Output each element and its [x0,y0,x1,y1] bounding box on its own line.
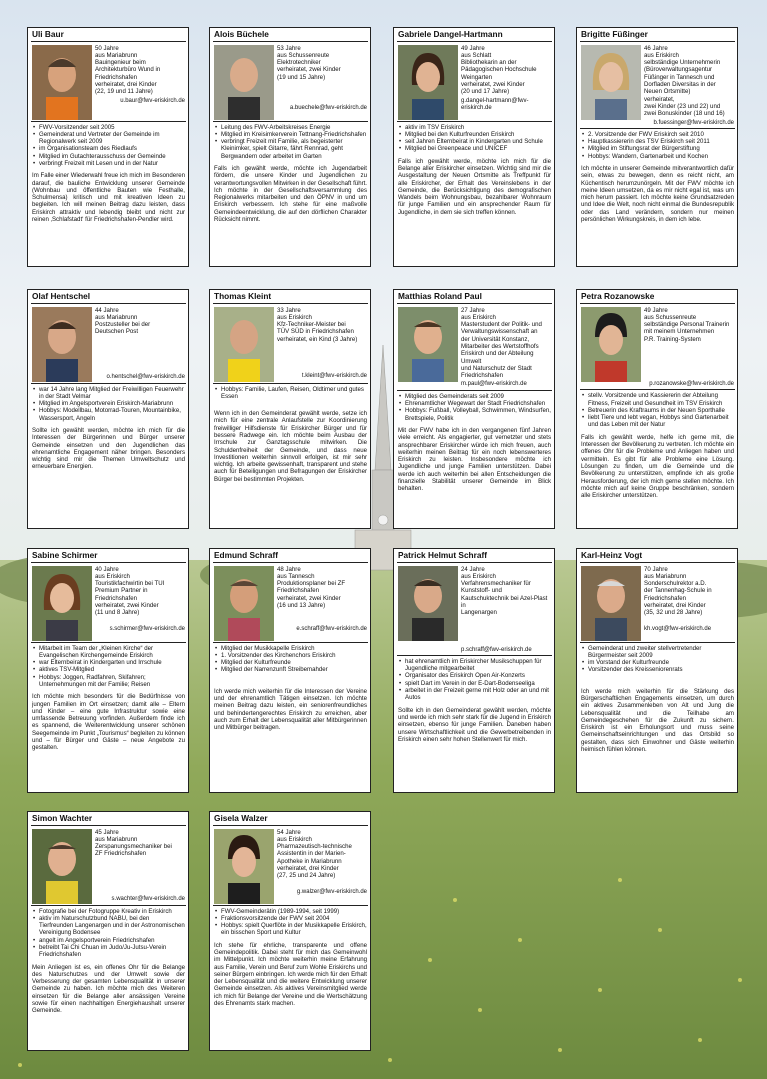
info-line: Verwaltungswissenschaft an [461,328,538,336]
bullet-item: • Hobbys: Joggen, Radfahren, Skifahren; Unternehmungen mit der Familie; Reisen [39,674,185,689]
bullet-item: • Mitglied im Stiftungsrat der Bürgerstiftung [588,145,734,152]
candidate-name: Edmund Schraff [213,551,368,563]
info-line: verheiratet, drei Kinder [644,601,706,609]
email-link[interactable]: s.wachter@fwv-eriskirch.de [111,895,185,902]
email-link[interactable]: p.schraff@fwv-eriskirch.de [461,646,532,653]
info-line: Deutschen Post [95,328,139,336]
info-line: Friedrichshafen [277,587,319,595]
email-link[interactable]: p.rozanowske@fwv-eriskirch.de [649,380,734,387]
bullet-item: • Hobbys: Familie, Laufen, Reisen, Oldtimer und gutes Essen [221,386,367,401]
info-line: Architekturbüro Wund in [95,66,161,74]
info-line: aus Schussenreute [277,51,330,59]
bullet-list [398,393,551,422]
info-line: Dorfladen Diversitas in der [644,80,716,88]
bullet-list [398,658,551,702]
info-line: verheiratet, [644,95,675,103]
info-line: 24 Jahre [461,565,485,573]
info-line: aus Schussenreute [644,313,697,321]
bullet-item: • Mitglied im Angelsportverein Eriskirch-Mariabrunn [39,400,185,407]
bullet-item: • Mitarbeit im Team der „Kleinen Kirche“ der Evangelischen Kirchengemeinde Eriskirch [39,645,185,660]
info-line: aus Mariabrunn [95,835,138,843]
info-line: Assistentin in der Marien- [277,850,346,858]
statement-text: Im Falle einer Wiederwahl freue ich mich im Besonderen darauf, die bauliche Entwicklung unserer Gemeinde (Wohnbau und öffentliche Bauten wie Festhalle, Schulmensa) kritisch und mit kreativen Ideen zu begleiten. Ich will meinen Beitrag dazu leisten, dass Eriskirch attraktiv und lebendig bleibt und nicht zur reinen ‚Schlafstadt‘ für Friedrichshafen-Pendler wird. [32,172,185,224]
candidate-photo [398,566,458,641]
candidate-photo [581,45,641,120]
bullet-list [214,124,367,160]
candidate-photo [214,566,274,641]
candidate-card [393,289,555,529]
statement-text: Sollte ich in den Gemeinderat gewählt werden, möchte und werde ich mich sehr stark für die Jugend in Eriskirch einsetzen, ebenso für junge Familien. Daneben haben unsere Wirtschaftlichkeit und die Gewerbetreibenden in Eriskirch einen sehr hohen Stellenwert für mich. [398,706,551,743]
candidate-card [576,27,738,267]
email-link[interactable]: u.baur@fwv-eriskirch.de [120,97,185,104]
info-line: Touristikfachwirtin bei TUI [95,580,165,588]
bullet-item: • hat ehrenamtlich im Eriskircher Musikschuppen für Jugendliche mitgearbeitet [405,658,551,673]
info-line: verheiratet, zwei Kinder [277,594,341,602]
candidate-card [27,548,189,793]
info-line: 45 Jahre [95,828,119,836]
info-line: Verfahrensmechaniker für [461,580,531,588]
info-line: 70 Jahre [644,565,668,573]
bullet-item: • Fotografie bei der Fotogruppe Kreativ in Eriskirch [39,908,185,915]
bullet-list [581,131,734,160]
candidate-name: Uli Baur [31,30,186,42]
candidate-card [393,27,555,267]
info-line: (19 und 15 Jahre) [277,73,326,81]
info-line: Weingarten [461,73,493,81]
email-link[interactable]: m.paul@fwv-eriskirch.de [461,381,527,388]
candidate-name: Gisela Walzer [213,814,368,826]
info-line: Friedrichshafen [95,73,137,81]
bullet-item: • Hobbys: spielt Querflöte in der Musikkapelle Eriskirch, ein bisschen Sport und Kultur [221,922,367,937]
candidate-photo [398,307,458,382]
info-line: (16 und 13 Jahre) [277,601,326,609]
info-line: verheiratet, drei Kinder [95,80,157,88]
candidate-info [277,45,367,120]
info-line: aus Mariabrunn [95,313,138,321]
candidate-photo [581,307,641,382]
candidate-photo [214,45,274,120]
info-line: 48 Jahre [277,565,301,573]
info-line: verheiratet, zwei Kinder [461,80,525,88]
email-link[interactable]: a.buechele@fwv-eriskirch.de [289,104,367,111]
info-line: aus Eriskirch [461,572,496,580]
bullet-item: • stellv. Vorsitzende und Kassiererin der Abteilung Fitness, Freizeit und Gesundheit im TSV Eriskirch [588,392,734,407]
candidate-card [576,289,738,529]
bullet-list [32,386,185,422]
candidate-info [644,45,734,120]
bullet-item: • Mitglied des Gemeinderats seit 2009 [405,393,551,400]
bullet-item: • Fraktionsvorsitzende der FWV seit 2004 [221,915,367,922]
candidate-photo [214,829,274,904]
bullet-list [214,386,367,401]
info-line: aus Eriskirch [644,51,679,59]
bullet-item: • Mitglied der Musikkapelle Eriskirch [221,645,367,652]
candidate-info [277,307,367,382]
candidate-name: Olaf Hentschel [31,292,186,304]
info-line: 27 Jahre [461,306,485,314]
info-line: (27, 25 und 24 Jahre) [277,872,336,880]
bullet-item: • Vorsitzender des Kreisseniorenrats [588,666,734,673]
candidate-card [27,289,189,529]
bullet-item: • Ehrenamtlicher Wegewart der Stadt Friedrichshafen [405,400,551,407]
info-line: TÜV SÜD in Friedrichshafen [277,328,354,336]
bullet-item: • 1. Vorsitzender des Kirchenchors Eriskirch [221,652,367,659]
info-line: 49 Jahre [644,306,668,314]
statement-text: Sollte ich gewählt werden, möchte ich mich für die Interessen der Bürgerinnen und Bürger unserer Gemeinde einsetzen und den Jugendlichen das ehrenamtliche Engagement näher bringen. Besonders wichtig sind mir die Themen Umweltschutz und erneuerbare Energien. [32,426,185,471]
info-line: 49 Jahre [461,44,485,52]
info-line: und Naturschutz der Stadt [461,364,532,372]
candidate-photo [32,829,92,904]
bullet-item: • im Organisationsteam des Riedlaufs [39,145,185,152]
candidate-name: Sabine Schirmer [31,551,186,563]
bullet-item: • 2. Vorsitzende der FWV Eriskirch seit 2010 [588,131,734,138]
info-line: Neuen Ortsmitte) [644,88,691,96]
email-link[interactable]: b.fuessinger@fwv-eriskirch.de [653,119,734,126]
info-line: Produktionsplaner bei ZF [277,580,346,588]
candidate-info [277,829,367,904]
info-line: Kunststoff- und Kautschuktechnik bei Azel-Plast in [461,587,548,609]
bullet-item: • Hauptkassiererin des TSV Eriskirch seit 2011 [588,138,734,145]
info-line: 50 Jahre [95,44,119,52]
bullet-item: • Organisator des Eriskirch Open Air-Konzerts [405,672,551,679]
bullet-item: • aktives TSV-Mitglied [39,666,185,673]
bullet-item: • betreibt Tai Chi Chuan im Judo/Ju-Jutsu-Verein Friedrichshafen [39,944,185,959]
bullet-item: • FWV-Gemeinderätin (1989-1994, seit 1999) [221,908,367,915]
info-line: Elektrotechniker [277,59,321,67]
candidate-photo [398,45,458,120]
bullet-item: • spielt Dart im Verein in der E-Dart-Bodenseeliga [405,680,551,687]
email-link[interactable]: kh.vogt@fwv-eriskirch.de [644,625,712,632]
statement-text: Falls ich gewählt werde, möchte ich mich für die Belange aller Eriskircher einsetzen. Wichtig sind mir die Ausgestaltung der Neuen Ortsmitte als Treffpunkt für alle Eriskircher, der Erhalt des Vereinslebens in der Gemeinde, die Berücksichtigung des demografischen Wandels beim Wohnungsbau, bezahlbarer Wohnraum für junge Familien und ein ansprechender Raum für Jugendliche, in dem sie sich treffen können. [398,157,551,216]
info-line: (Büroverwaltungsagentur [644,66,713,74]
bullet-item: • Mitglied bei den Kulturfreunden Eriskirch [405,131,551,138]
bullet-item: • war 14 Jahre lang Mitglied der Freiwilligen Feuerwehr in der Stadt Velmar [39,386,185,401]
info-line: Postzusteller bei der [95,321,151,329]
bullet-item: • Hobbys: Wandern, Gartenarbeit und Kochen [588,153,734,160]
email-link[interactable]: e.schraff@fwv-eriskirch.de [296,626,367,633]
info-line: Pädagogischen Hochschule [461,66,537,74]
info-line: (11 und 8 Jahre) [95,609,140,617]
info-line: Bibliothekarin an der [461,59,517,67]
email-link[interactable]: o.hentschel@fwv-eriskirch.de [106,373,185,380]
info-line: Langenargen [461,609,497,617]
info-line: 46 Jahre [644,44,668,52]
info-line: verheiratet, ein Kind (3 Jahre) [277,335,358,343]
candidate-name: Alois Büchele [213,30,368,42]
info-line: aus Eriskirch [461,313,496,321]
candidate-name: Petra Rozanowske [580,292,735,304]
info-line: verheiratet, zwei Kinder [95,601,159,609]
info-line: Füßinger in Tannesch und [644,73,715,81]
info-line: der Tannenhag-Schule in [644,587,712,595]
bullet-item: • aktiv im TSV Eriskirch [405,124,551,131]
bullet-item: • FWV-Vorsitzender seit 2005 [39,124,185,131]
info-line: Pharmazeutisch-technische [277,843,352,851]
candidate-info [644,307,734,389]
bullet-item: • verbringt Freizeit mit Familie, als begeisterter Kleinimker, spielt Gitarre, fährt Rennrad, geht Bergwandern oder arbeitet im Garten [221,138,367,160]
bullet-list [581,645,734,674]
info-line: aus Tannesch [277,572,315,580]
candidate-info [461,45,551,120]
bullet-list [398,124,551,153]
candidate-info [95,45,185,120]
candidate-info [95,566,185,641]
statement-text: Ich werde mich weiterhin für die Stärkung des Bürgerschaftlichen Engagements einsetzen, um durch ein aktives Zusammenleben von Alt und Jung die Lebensqualität und die Teilhabe am Gemeindegeschehen für die Zukunft zu sichern. Eriskirch ist ein Erholungsort und muss seine Gemeinschaftseinrichtungen und das Ortsbild so gestalten, dass sich Einwohner und Gäste weiterhin heimisch fühlen können. [581,687,734,754]
bullet-item: • Hobbys: Modellbau, Motorrad-Touren, Mountainbike, Wassersport, Angeln [39,407,185,422]
bullet-list [32,645,185,689]
bullet-item: • Gemeinderat und Vertreter der Gemeinde im Regionalwerk seit 2009 [39,131,185,146]
candidate-photo [581,566,641,641]
candidate-info [277,566,367,641]
bullet-item: • war Elternbeirat in Kindergarten und Irrschule [39,659,185,666]
info-line: ZF Friedrichshafen [95,850,147,858]
statement-text: Ich möchte mich besonders für die Bedürfnisse von jungen Familien im Ort einsetzen; damit alle – Eltern und Kinder – eine gute Infrastruktur sowie eine umfassende Betreuung vorfinden. Außerdem finde ich es spannend, die Weiterentwicklung unserer schönen Seegemeinde im Punkt „Tourismus“ begleiten zu können und – für Bürger und Gäste – neue Angebote zu gestalten. [32,693,185,752]
info-line: aus Eriskirch [277,313,312,321]
info-line: Sonderschulrektor a.D. [644,580,707,588]
bullet-item: • liebt Tiere und lebt vegan, Hobbys sind Gartenarbeit und das Leben mit der Natur [588,414,734,429]
bullet-list [32,124,185,168]
info-line: Masterstudent der Politik- und [461,321,542,329]
info-line: selbständige Unternehmerin [644,59,721,67]
candidate-photo [214,307,274,382]
statement-text: Ich stehe für ehrliche, transparente und offene Gemeindepolitik. Dabei steht für mich das Gemeinwohl im Mittelpunkt. Ich möchte weiterhin meine Erfahrung aus Familie, Verein und Beruf zum Wohle Eriskirchs und seiner Bürgern einbringen. Ich werde mich für den Erhalt der Lebensqualität und die weitere Entwicklung unserer Gemeinde einsetzen. Als aktives Vereinsmitglied werde ich mich für Belange der Vereine und die Wertschätzung des Ehrenamts stark machen. [214,941,367,1008]
candidate-card [27,27,189,267]
candidate-card [209,811,371,1051]
candidate-name: Simon Wachter [31,814,186,826]
info-line: aus Mariabrunn [95,51,138,59]
info-line: zwei Bonuskinder (18 und 16) [644,110,725,118]
candidate-card [209,289,371,529]
candidate-card [393,548,555,793]
candidate-card [576,548,738,793]
info-line: aus Eriskirch [277,835,312,843]
info-line: 54 Jahre [277,828,301,836]
bullet-list [581,392,734,428]
info-line: 44 Jahre [95,306,119,314]
candidate-name: Gabriele Dangel-Hartmann [397,30,552,42]
bullet-item: • Betreuerin des Kraftraums in der Neuen Sporthalle [588,407,734,414]
bullet-list [214,908,367,937]
info-line: verheiratet, zwei Kinder [277,66,341,74]
candidate-info [461,307,551,389]
info-line: zwei Kinder (23 und 22) und [644,102,721,110]
bullet-item: • Mitglied im Kreisimkerverein Tettnang-Friedrichshafen [221,131,367,138]
info-line: 33 Jahre [277,306,301,314]
bullet-list [214,645,367,674]
candidate-photo [32,566,92,641]
candidate-card [209,27,371,267]
candidate-info [461,566,551,654]
candidate-card [27,811,189,1051]
email-link[interactable]: g.walzer@fwv-eriskirch.de [296,888,367,895]
info-line: aus Eriskirch [95,572,130,580]
candidate-card [209,548,371,793]
statement-text: Mit der FWV habe ich in den vergangenen fünf Jahren viele erreicht. Als engagierter, gut vernetzter und stets ansprechbarer Eriskircher würde ich mich freuen, auch weiterhin meinen Beitrag für ein noch lebenswerteres Eriskirch zu leisten. Insbesondere möchte ich Jugendliche und junge Familien unterstützen. Dabei werde ich auch weiterhin bei allen Entscheidungen die finanzielle Stabilität unserer Gemeinde im Blick behalten. [398,426,551,493]
email-link[interactable]: s.schirmer@fwv-eriskirch.de [109,625,185,632]
info-line: (22, 19 und 11 Jahre) [95,88,153,96]
bullet-item: • Mitglied der Narrenzunft Streibemahder [221,666,367,673]
bullet-item: • im Vorstand der Kulturfreunde [588,659,734,666]
info-line: aus Mariabrunn [644,572,687,580]
bullet-item: • Hobbys: Fußball, Volleyball, Schwimmen, Windsurfen, Brettspiele, Politik [405,407,551,422]
info-line: Friedrichshafen [461,372,503,380]
bullet-item: • Gemeinderat und zweiter stellvertretender Bürgermeister seit 2009 [588,645,734,660]
email-link[interactable]: g.dangel-hartmann@fwv-eriskirch.de [461,97,529,111]
statement-text: Ich werde mich weiterhin für die Interessen der Vereine und der ehrenamtlich Tätigen einsetzen. Ich möchte meinen Beitrag dazu leisten, ein seniorenfreundliches und behindertengerechtes Eriskirch zu erreichen, aber auch zum Erhalt der Lebensqualität aller Mitbürgerinnen und Mitbürger beitragen. [214,687,367,732]
info-line: P.R. Training-System [644,335,701,343]
bullet-item: • arbeitet in der Freizeit gerne mit Holz oder an und mit Autos [405,687,551,702]
candidate-photo [32,307,92,382]
bullet-item: • verbringt Freizeit mit Lesen und in der Natur [39,160,185,167]
statement-text: Falls ich gewählt werde, helfe ich gerne mit, die Interessen der Bevölkerung zu vertreten. Ich möchte ein offenes Ohr für die Probleme und Anliegen haben und vermitteln. Es gibt für alle Probleme eine Lösung. Lösungen zu finden, um die Gemeinde und die Bevölkerung zu unterstützen, empfinde ich als große Herausforderung, der ich mich gerne stellen möchte. Ich möchte mich auf keine Gruppe beschränken, sondern alle Eriskircher unterstützen. [581,433,734,500]
candidate-name: Patrick Helmut Schraff [397,551,552,563]
candidate-photo [32,45,92,120]
info-line: Apotheke in Mariabrunn [277,857,342,865]
email-link[interactable]: t.kleint@fwv-eriskirch.de [301,372,367,379]
bullet-item: • Mitglied der Kulturfreunde [221,659,367,666]
candidate-name: Karl-Heinz Vogt [580,551,735,563]
info-line: Bauingenieur beim [95,59,146,67]
bullet-item: • angelt im Angelsportverein Friedrichshafen [39,937,185,944]
info-line: 40 Jahre [95,565,119,573]
info-line: der Universität Konstanz, Mitarbeiter des Wertstoffhofs Eriskirch und der Abteilung Umwelt [461,335,539,365]
info-line: aus Schlatt [461,51,492,59]
statement-text: Ich möchte in unserer Gemeinde mitverantwortlich dafür sein, etwas zu bewegen, denn es reicht nicht, am Küchentisch herumzunörgeln. Mit der FWV möchte ich meine Ideen umsetzen, da es mir nicht egal ist, was um mich herum passiert. Ich möchte keine Grundsatzreden und Idee die Welt, noch nicht einmal die Bundesrepublik oder das Land verändern, sondern nur meinen persönlichen Wirkungskreis, in dem ich lebe. [581,164,734,224]
info-line: Friedrichshafen [644,594,686,602]
candidate-info [95,307,185,382]
info-line: Kfz-Techniker-Meister bei [277,321,346,329]
statement-text: Falls ich gewählt werde, möchte ich Jugendarbeit fördern, die unsere Kinder und Jugendlichen zu verantwortungsvollen Mitwirken in der Gesellschaft führt. Ich möchte in der Gesellschaftsversammlung des Regionalwerks mitarbeiten und den ÖPNV in und um Eriskirch verbessern. Ich stehe für eine maßvolle Gemeindeentwicklung, die auf den dörflichen Charakter Rücksicht nimmt. [214,164,367,224]
info-line: 53 Jahre [277,44,301,52]
info-line: (20 und 17 Jahre) [461,88,510,96]
info-line: Friedrichshafen [95,594,137,602]
bullet-list [32,908,185,959]
info-line: (35, 32 und 28 Jahre) [644,609,703,617]
candidate-name: Brigitte Füßinger [580,30,735,42]
bullet-item: • seit Jahren Elternbeirat in Kindergarten und Schule [405,138,551,145]
candidate-info [644,566,734,641]
bullet-item: • Leitung des FWV-Arbeitskreises Energie [221,124,367,131]
bullet-item: • Mitglied im Gutachterausschuss der Gemeinde [39,153,185,160]
candidate-name: Matthias Roland Paul [397,292,552,304]
candidate-name: Thomas Kleint [213,292,368,304]
candidate-info [95,829,185,904]
statement-text: Mein Anliegen ist es, ein offenes Ohr für die Belange des Naturschutzes und der Umwelt sowie der Verbesserung der gesamten Lebensqualität in unserer Gemeinde zu haben. Ich möchte mich des Weiteren einsetzen für die Belange aller ansässigen Vereine sowie für einen nachhaltigen Energiehaushalt unserer Gemeinde. [32,963,185,1015]
info-line: Zerspanungsmechaniker bei [95,843,172,851]
info-line: verheiratet, drei Kinder [277,864,339,872]
bullet-item: • aktiv im Naturschutzbund NABU, bei den Tierfreunden Langenargen und in der Astronomischen Vereinigung Bodensee [39,915,185,937]
info-line: selbständige Personal Trainerin mit meinem Unternehmen [644,321,730,336]
statement-text: Wenn ich in den Gemeinderat gewählt werde, setze ich mich für eine zentrale Anlaufstelle zur Koordinierung freiwilliger Hilfsdienste für Eriskircher Bürger und für bessere Radwege ein. Ich möchte beim Ausbau der Irrschule zur Ganztagsschule mitwirken. Die Schuldenfreiheit der Gemeinde, und dass neue Investitionen weiterhin sinnvoll erfolgen, ist mir sehr wichtig. Ich arbeite gewissenhaft, transparent und stehe auch für Beteiligungen und Befragungen der Eriskircher Bürger bei bestimmten Projekten. [214,410,367,483]
bullet-item: • Mitglied bei Greenpeace und UNICEF [405,145,551,152]
info-line: Premium Partner in [95,587,148,595]
